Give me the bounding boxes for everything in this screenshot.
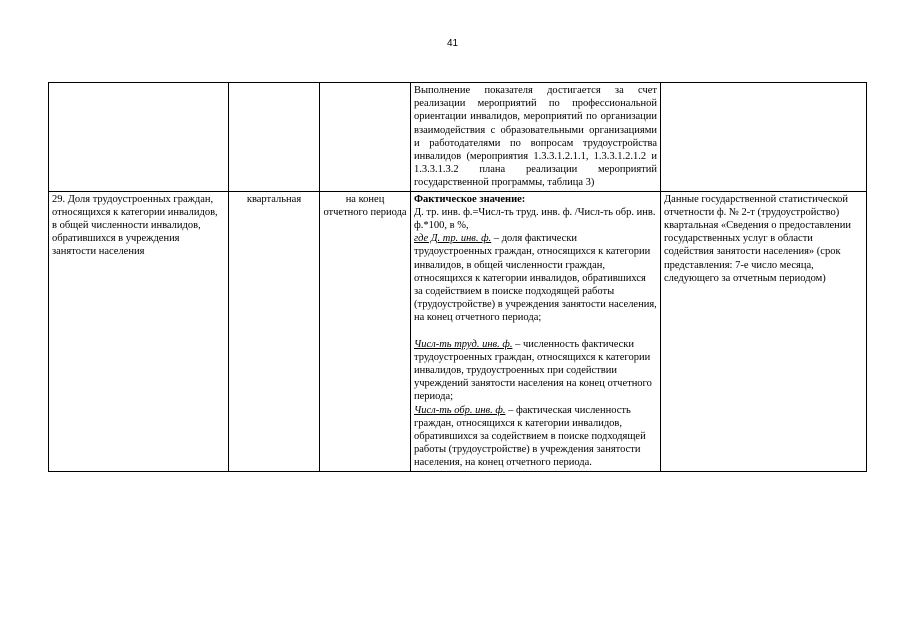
- calculation-method: [411, 191, 661, 471]
- timing: на конец отчетного периода: [320, 191, 411, 471]
- indicator-table: [48, 82, 867, 472]
- definition-1-term: где Д. тр. инв. ф.: [414, 233, 492, 245]
- method-heading: Фактическое значение:: [414, 193, 526, 205]
- table-row-continued: [49, 83, 867, 192]
- cell-empty-source: [661, 83, 867, 192]
- spacer: [414, 325, 657, 338]
- cell-empty-timing: [320, 83, 411, 192]
- definition-2-text: – численность фактически трудоустроенных граждан, относящихся к категории инвалидов, трудоустроенных при содействии учреждений занятости населения на конец отчетного периода;: [414, 338, 652, 403]
- method-continuation-text: Выполнение показателя достигается за счет реализации мероприятий по профессиональной ориентации инвалидов, мероприятий по организации взаимодействия с образовательными организациями и работодателями по вопросам трудоустройства инвалидов (мероприятия 1.3.3.1.2.1.1, 1.3.3.1.2.1.2 и 1.3.3.1.3.2 плана реализации мероприятий государственной программы, таблица 3): [411, 83, 661, 192]
- page-number: 41: [446, 38, 459, 49]
- definition-2: [414, 338, 657, 404]
- cell-empty-periodicity: [229, 83, 320, 192]
- definition-3-term: Числ-ть обр. инв. ф.: [414, 404, 506, 416]
- definition-3-text: – фактическая численность граждан, относящихся к категории инвалидов, обратившихся за содействием в поиске подходящей работы (трудоустройстве) в учреждения занятости населения, на конец отчетного периода.: [414, 404, 646, 469]
- formula: Д. тр. инв. ф.=Числ-ть труд. инв. ф. /Числ-ть обр. инв. ф.*100, в %,: [414, 206, 656, 232]
- periodicity: квартальная: [229, 191, 320, 471]
- definition-2-term: Числ-ть труд. инв. ф.: [414, 338, 513, 350]
- data-source: Данные государственной статистической отчетности ф. № 2-т (трудоустройство) квартальная «Сведения о предоставлении государственных услуг в области содействия занятости населения» (срок представления: 7-е число месяца, следующего за отчетным периодом): [661, 191, 867, 471]
- definition-1-text: – доля фактически трудоустроенных граждан, относящихся к категории инвалидов, в общей численности граждан, относящихся к категории инвалидов, обратившихся за содействием в поиске подходящей работы (трудоустройстве) в учреждения занятости населения, на конец отчетного периода;: [414, 233, 657, 324]
- indicator-name: 29. Доля трудоустроенных граждан, относящихся к категории инвалидов, в общей численности инвалидов, обратившихся в учреждения занятости населения: [49, 191, 229, 471]
- cell-empty-name: [49, 83, 229, 192]
- table-row-29: [49, 191, 867, 471]
- definition-3: [414, 404, 657, 470]
- definition-1: [414, 232, 657, 324]
